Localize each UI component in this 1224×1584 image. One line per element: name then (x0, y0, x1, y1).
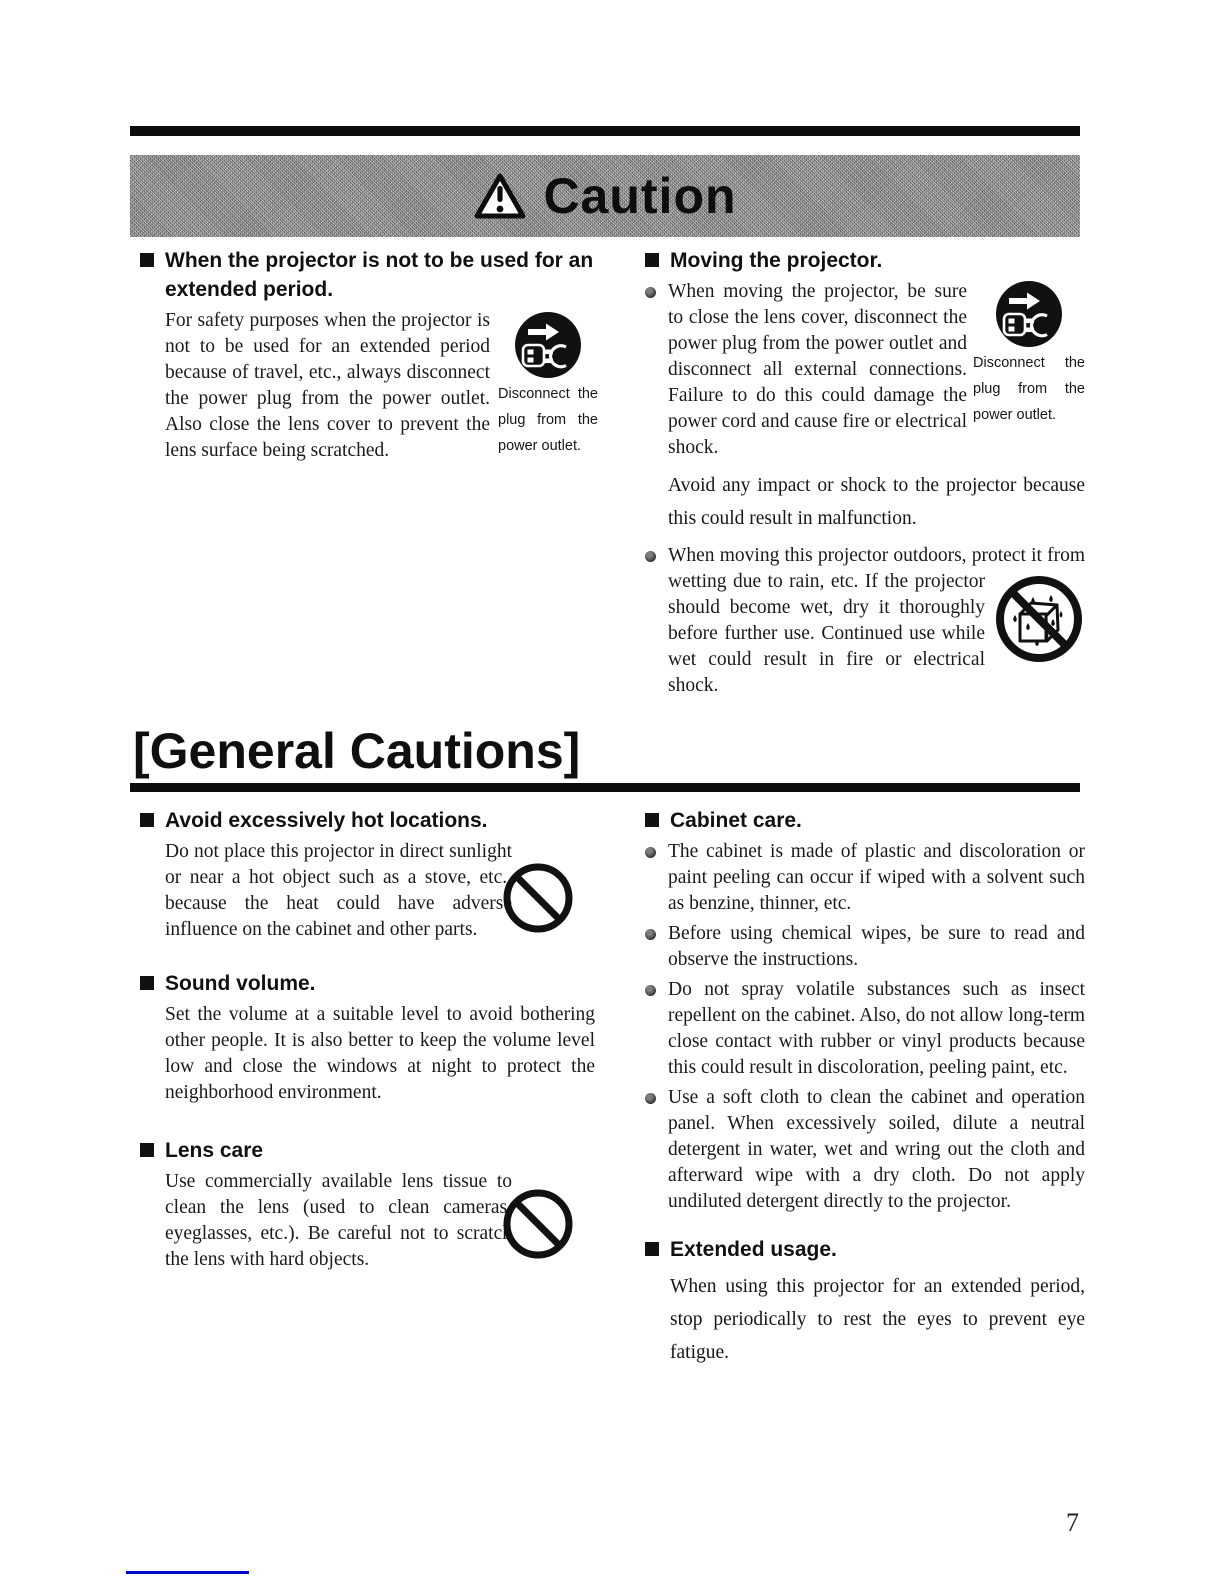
section-body: Use commercially available lens tissue to clean the lens (used to clean cameras, eyeglasses, etc.). Be careful not to scratch the lens with hard objects. (165, 1171, 512, 1270)
icon-caption: Disconnect the plug from the power outlet. (973, 355, 1085, 423)
section-heading-text: Cabinet care. (670, 809, 802, 832)
no-wetting-icon (993, 573, 1085, 665)
caution-section-right (645, 246, 1085, 699)
prohibition-icon (502, 862, 574, 934)
section-heading-text: Moving the projector. (670, 249, 883, 272)
square-bullet-icon (140, 1143, 154, 1157)
caution-banner-title: Caution (543, 168, 737, 224)
section-heading-text: Lens care (165, 1139, 264, 1162)
section-heading (140, 246, 598, 304)
disconnect-plug-figure (973, 279, 1085, 427)
bullet-item (645, 543, 1085, 699)
prohibition-icon (502, 1188, 574, 1260)
disconnect-plug-figure (498, 310, 598, 458)
gc-item-sound-volume (140, 969, 602, 1106)
bullet-text: Use a soft cloth to clean the cabinet and operation panel. When excessively soiled, dilute a neutral detergent in water, wet and wring out the cloth and afterward wipe with a dry cloth. Do not apply undiluted detergent directly to the projector. (668, 1087, 1085, 1212)
section-heading-text: Avoid excessively hot locations. (165, 809, 488, 832)
icon-caption: Disconnect the plug from the power outlet. (498, 386, 598, 454)
section-body-text: For safety purposes when the projector is not to be used for an extended period because of travel, etc., always disconnect the power plug from the power outlet. Also close the lens cover to prevent the lens surface being scratched. (165, 310, 490, 461)
section-heading-text: When the projector is not to be used for an extended period. (165, 249, 594, 301)
square-bullet-icon (140, 976, 154, 990)
general-cautions-divider (130, 783, 1080, 792)
footer-blue-rule (126, 1571, 249, 1574)
gc-item-extended-usage (645, 1235, 1085, 1369)
bullet-item (645, 921, 1085, 973)
square-bullet-icon (645, 1242, 659, 1256)
bullet-icon (645, 551, 656, 562)
square-bullet-icon (645, 253, 659, 267)
bullet-icon (645, 847, 656, 858)
bullet-text: Do not spray volatile substances such as insect repellent on the cabinet. Also, do not allow long-term close contact with rubber or vinyl products because this could result in discoloration, peeling paint, etc. (668, 979, 1085, 1078)
bullet-icon (645, 287, 656, 298)
top-divider (130, 126, 1080, 136)
warning-triangle-icon (473, 172, 527, 220)
bullet-item (645, 1085, 1085, 1215)
section-heading-text: Extended usage. (670, 1238, 837, 1261)
bullet-text: Before using chemical wipes, be sure to read and observe the instructions. (668, 923, 1085, 970)
bullet-text: The cabinet is made of plastic and discoloration or paint peeling can occur if wiped with a solvent such as benzine, thinner, etc. (668, 841, 1085, 914)
general-cautions-right (645, 806, 1085, 1369)
gc-item-cabinet-care (645, 806, 1085, 1215)
disconnect-plug-icon (513, 310, 583, 380)
note-paragraph: Avoid any impact or shock to the projector because this could result in malfunction. (668, 475, 1085, 529)
page-number: 7 (1066, 1508, 1079, 1537)
disconnect-plug-icon (994, 279, 1064, 349)
section-body: When using this projector for an extended period, stop periodically to rest the eyes to prevent eye fatigue. (670, 1276, 1085, 1363)
section-heading (140, 1136, 602, 1165)
section-body (140, 308, 598, 464)
square-bullet-icon (645, 813, 659, 827)
general-cautions-title: [General Cautions] (133, 723, 581, 779)
bullet-text-tail: it from wetting due to rain, etc. If the projector should become wet, dry it thoroughly before further use. Continued use while wet could result in fire or electrical shock. (668, 545, 1085, 696)
gc-item-hot-locations (140, 806, 602, 943)
general-cautions-left (140, 806, 602, 1273)
bullet-item (645, 977, 1085, 1081)
caution-banner (130, 155, 1080, 237)
bullet-icon (645, 985, 656, 996)
section-heading (645, 806, 1085, 835)
bullet-item (645, 279, 1085, 461)
section-heading (645, 246, 1085, 275)
caution-section-left (140, 246, 598, 464)
bullet-text-head: When moving this projector outdoors, protect (668, 545, 1026, 566)
no-wetting-figure (993, 573, 1085, 673)
bullet-icon (645, 1093, 656, 1104)
prohibition-figure (502, 862, 574, 939)
section-body: Do not place this projector in direct sunlight or near a hot object such as a stove, etc., because the heat could have adverse influence on the cabinet and other parts. (165, 841, 512, 940)
section-heading (140, 969, 602, 998)
prohibition-figure (502, 1188, 574, 1265)
section-body: Set the volume at a suitable level to avoid bothering other people. It is also better to keep the volume level low and close the windows at night to protect the neighborhood environment. (165, 1004, 595, 1103)
bullet-text: When moving the projector, be sure to close the lens cover, disconnect the power plug from the power outlet and disconnect all external connections. Failure to do this could damage the power cord and cause fire or electrical shock. (668, 281, 967, 458)
section-heading (645, 1235, 1085, 1264)
bullet-item (645, 839, 1085, 917)
square-bullet-icon (140, 253, 154, 267)
square-bullet-icon (140, 813, 154, 827)
section-heading-text: Sound volume. (165, 972, 316, 995)
section-heading (140, 806, 602, 835)
gc-item-lens-care (140, 1136, 602, 1273)
bullet-icon (645, 929, 656, 940)
